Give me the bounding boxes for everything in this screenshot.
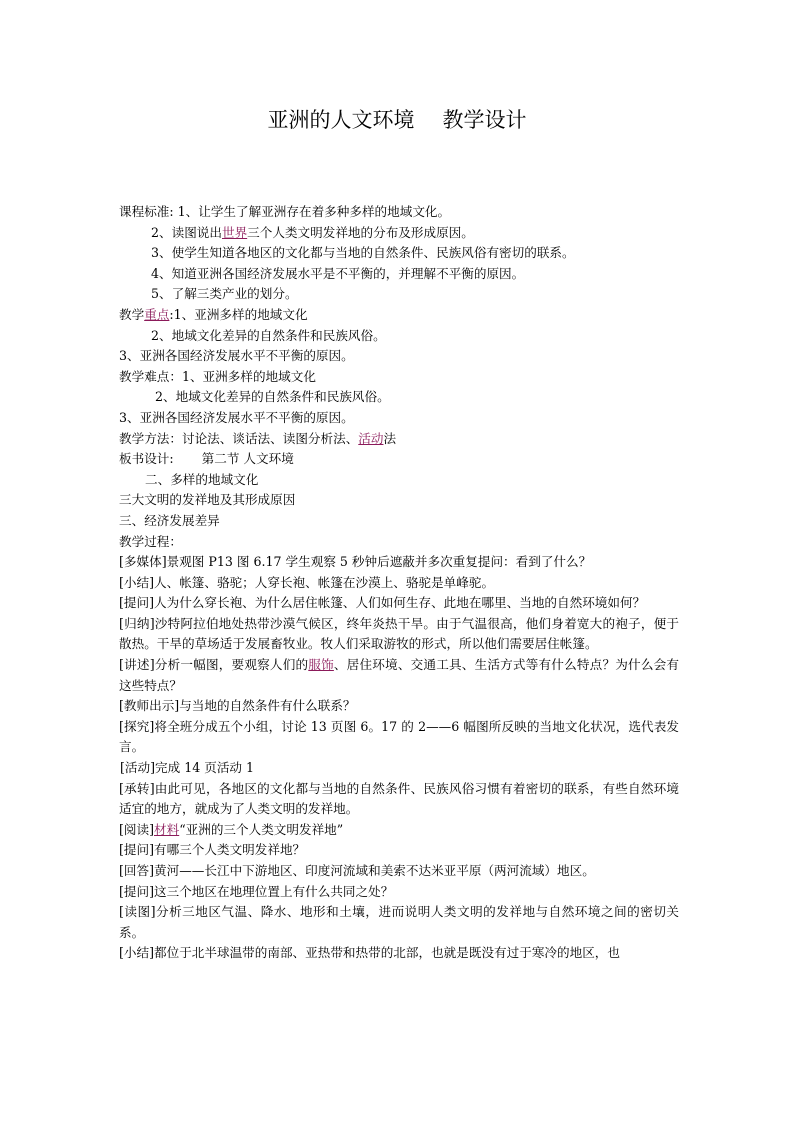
process-paragraph-6: [教师出示]与当地的自然条件有什么联系？ (119, 698, 356, 714)
process-paragraph-11: [提问]有哪三个人类文明发祥地？ (119, 842, 306, 858)
p10-text-c: “亚洲的三个人类文明发祥地” (179, 821, 344, 837)
board-label: 板书设计: (119, 451, 174, 467)
process-paragraph-1: [多媒体]景观图 P13 图 6.17 学生观察 5 秒钟后遮蔽并多次重复提问：看到了什么？ (119, 554, 592, 570)
key-point-line-2: 2、地域文化差异的自然条件和民族风俗。 (151, 327, 386, 343)
teaching-method-line (119, 429, 679, 450)
link-activity[interactable]: 活动 (358, 430, 384, 446)
link-key-point[interactable]: 重点 (144, 306, 170, 322)
p5-text-a: [讲述]分析一幅图，要观察人们的 (119, 657, 309, 673)
process-paragraph-15: [小结]都位于北半球温带的南部、亚热带和热带的北部，也就是既没有过于寒冷的地区，也 (119, 945, 620, 961)
process-paragraph-10 (119, 820, 679, 841)
key-point-line-1 (119, 305, 679, 326)
std-text-2a: 2、读图说出 (151, 224, 222, 240)
process-paragraph-13: [提问]这三个地区在地理位置上有什么共同之处？ (119, 883, 394, 899)
board-design-line-2: 二、多样的地域文化 (145, 471, 259, 487)
process-paragraph-2: [小结]人、帐篷、骆驼；人穿长袍、帐篷在沙漠上、骆驼是单峰驼。 (119, 574, 495, 590)
difficulty-line-3: 3、亚洲各国经济发展水平不平衡的原因。 (119, 409, 354, 425)
method-text-c: 法 (383, 430, 397, 446)
board-design-line-4: 三、经济发展差异 (119, 512, 220, 528)
p5-text-c: 、居住环境、交通工具、生活方式等有什么特点？为什么会有这些特点？ (119, 657, 680, 693)
curriculum-standard-line-5: 5、了解三类产业的划分。 (151, 286, 298, 302)
process-paragraph-8: [活动]完成 14 页活动 1 (120, 760, 255, 776)
process-paragraph-3: [提问]人为什么穿长袍、为什么居住帐篷、人们如何生存、此地在哪里、当地的自然环境如何？ (119, 595, 646, 611)
process-paragraph-4: [归纳]沙特阿拉伯地处热带沙漠气候区，终年炎热干旱。由于气温很高，他们身着宽大的袍子，便于散热。干旱的草场适于发展畜牧业。牧人们采取游牧的形式，所以他们需要居住帐篷。 (119, 615, 679, 652)
difficulty-line-1: 教学难点：1、亚洲多样的地域文化 (119, 368, 316, 384)
title-main: 亚洲的人文环境 (267, 108, 415, 132)
link-world[interactable]: 世界 (221, 224, 248, 240)
difficulty-line-2: 2、地域文化差异的自然条件和民族风俗。 (155, 389, 390, 405)
document-body (119, 202, 679, 964)
key-text-1: :1、亚洲多样的地域文化 (169, 306, 308, 322)
link-clothing[interactable]: 服饰 (308, 657, 334, 673)
process-paragraph-5 (119, 655, 679, 696)
key-point-line-3: 3、亚洲各国经济发展水平不平衡的原因。 (119, 348, 354, 364)
p10-text-a: [阅读] (119, 821, 155, 837)
link-material[interactable]: 材料 (154, 821, 180, 837)
curriculum-standard-line-1: 课程标准: 1、让学生了解亚洲存在着多种多样的地域文化。 (119, 204, 451, 219)
key-prefix: 教学 (119, 306, 145, 322)
std-text-2c: 三个人类文明发祥地的分布及形成原因。 (247, 224, 474, 240)
page-title (0, 104, 794, 134)
process-paragraph-12: [回答]黄河——长江中下游地区、印度河流域和美索不达米亚平原（两河流域）地区。 (119, 863, 595, 878)
process-paragraph-14: [读图]分析三地区气温、降水、地形和土壤，进而说明人类文明的发祥地与自然环境之间的密切关系。 (119, 904, 679, 940)
board-design-line-1 (119, 449, 679, 470)
process-label: 教学过程： (119, 533, 182, 549)
curriculum-standard-line-2 (119, 223, 679, 244)
curriculum-standard-line-4: 4、知道亚洲各国经济发展水平是不平衡的，并理解不平衡的原因。 (151, 265, 525, 281)
board-section: 第二节 人文环境 (201, 451, 294, 467)
process-paragraph-7: [探究]将全班分成五个小组，讨论 13 页图 6。17 的 2——6 幅图所反映的当地文化状况，选代表发言。 (119, 718, 679, 755)
board-design-line-3: 三大文明的发祥地及其形成原因 (119, 492, 296, 508)
method-text-a: 教学方法：讨论法、谈话法、读图分析法、 (119, 430, 359, 446)
process-paragraph-9: [承转]由此可见，各地区的文化都与当地的自然条件、民族风俗习惯有着密切的联系，有些自然环境适宜的地方，就成为了人类文明的发祥地。 (119, 780, 679, 817)
title-sub: 教学设计 (442, 108, 527, 132)
curriculum-standard-line-3: 3、使学生知道各地区的文化都与当地的自然条件、民族风俗有密切的联系。 (151, 245, 575, 261)
